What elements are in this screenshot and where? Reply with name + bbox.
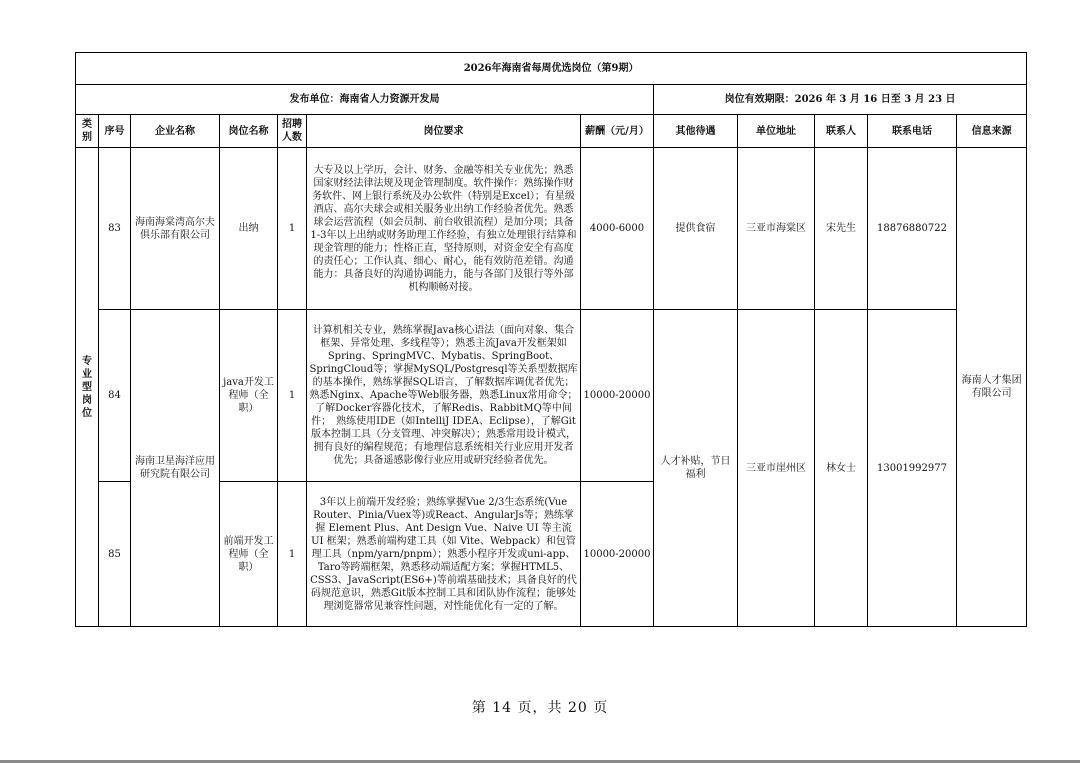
header-category: 类别: [76, 115, 99, 148]
position-cell: 出纳: [220, 148, 278, 310]
header-requirements: 岗位要求: [307, 115, 581, 148]
category-cell: [76, 148, 99, 627]
header-salary: 薪酬（元/月）: [581, 115, 654, 148]
category-label: 专业型岗位: [82, 355, 92, 419]
position-cell: 前端开发工程师（全职）: [220, 482, 278, 627]
header-source: 信息来源: [957, 115, 1027, 148]
seq-cell: 84: [99, 310, 131, 482]
benefits-cell: 提供食宿: [654, 148, 738, 310]
header-count: 招聘人数: [278, 115, 307, 148]
header-company: 企业名称: [131, 115, 220, 148]
source-label: 海南人才集团有限公司: [961, 375, 1022, 399]
position-cell: java开发工程师（全职）: [220, 310, 278, 482]
header-phone: 联系电话: [868, 115, 957, 148]
seq-cell: 85: [99, 482, 131, 627]
address-cell: 三亚市崖州区: [738, 310, 815, 627]
table-row: [76, 310, 1027, 482]
page-footer: 第 14 页，共 20 页: [471, 700, 609, 716]
header-benefits: 其他待遇: [654, 115, 738, 148]
company-cell: 海南海棠湾高尔夫俱乐部有限公司: [131, 148, 220, 310]
requirements-cell: 3年以上前端开发经验；熟练掌握Vue 2/3生态系统(Vue Router、Pinia/Vuex等)或React、AngularJs等；熟练掌握 Element Plus、Ant Design Vue、Naive UI 等主流 UI 框架；熟悉前端构建工具（如 Vite、Webpack）和包管理工具（npm/yarn/pnpm）；熟悉小程序开发或uni-app、Taro等跨端框架，熟悉移动端适配方案；掌握HTML5、CSS3、JavaScript(ES6+)等前端基础技术；具备良好的代码规范意识，熟悉Git版本控制工具和团队协作流程；能够处理浏览器常见兼容性问题，对性能优化有一定的了解。: [307, 482, 581, 627]
salary-cell: 10000-20000: [581, 482, 654, 627]
header-row: [76, 115, 1027, 148]
requirements-cell: 计算机相关专业，熟练掌握Java核心语法（面向对象、集合框架、异常处理、多线程等）；熟悉主流Java开发框架如Spring、SpringMVC、Mybatis、SpringBoot、SpringCloud等；掌握MySQL/Postgresql等关系型数据库的基本操作，熟练掌握SQL语言，了解数据库调优者优先；熟悉Nginx、Apache等Web服务器，熟悉Linux常用命令；了解Docker容器化技术，了解Redis、RabbitMQ等中间件； 熟练使用IDE（如IntelliJ IDEA、Eclipse），了解Git版本控制工具（分支管理、冲突解决）；熟悉常用设计模式，拥有良好的编程规范；有地理信息系统相关行业应用开发者优先；具备遥感影像行业应用或研究经验者优先。: [307, 310, 581, 482]
source-cell: [957, 148, 1027, 627]
header-seq: 序号: [99, 115, 131, 148]
table-row: [76, 148, 1027, 310]
phone-cell: 13001992977: [868, 310, 957, 627]
phone-cell: 18876880722: [868, 148, 957, 310]
salary-cell: 4000-6000: [581, 148, 654, 310]
header-contact: 联系人: [815, 115, 868, 148]
count-cell: 1: [278, 310, 307, 482]
count-cell: 1: [278, 482, 307, 627]
company-label: 海南卫星海洋应用研究院有限公司: [135, 456, 215, 480]
seq-cell: 83: [99, 148, 131, 310]
address-cell: 三亚市海棠区: [738, 148, 815, 310]
header-address: 单位地址: [738, 115, 815, 148]
validity-period: 岗位有效期限：2026 年 3 月 16 日至 3 月 23 日: [654, 85, 1027, 115]
contact-cell: 林女士: [815, 310, 868, 627]
table-title: 2026年海南省每周优选岗位（第9期）: [76, 53, 1027, 85]
salary-cell: 10000-20000: [581, 310, 654, 482]
publisher: 发布单位：海南省人力资源开发局: [76, 85, 654, 115]
benefits-cell: 人才补贴，节日福利: [654, 310, 738, 627]
header-position: 岗位名称: [220, 115, 278, 148]
count-cell: 1: [278, 148, 307, 310]
company-cell: [131, 310, 220, 627]
requirements-cell: 大专及以上学历，会计、财务、金融等相关专业优先；熟悉国家财经法律法规及现金管理制度。软件操作：熟练操作财务软件、网上银行系统及办公软件（特别是Excel）；有星级酒店、高尔夫球会或相关服务业出纳工作经验者优先。熟悉球会运营流程（如会员制、前台收银流程）是加分项；具备1-3年以上出纳或财务助理工作经验，有独立处理银行结算和现金管理的能力；性格正直，坚持原则，对资金安全有高度的责任心；工作认真、细心、耐心，能有效防范差错。沟通能力：具备良好的沟通协调能力，能与各部门及银行等外部机构顺畅对接。: [307, 148, 581, 310]
contact-cell: 宋先生: [815, 148, 868, 310]
job-listing-table: [75, 52, 1027, 627]
